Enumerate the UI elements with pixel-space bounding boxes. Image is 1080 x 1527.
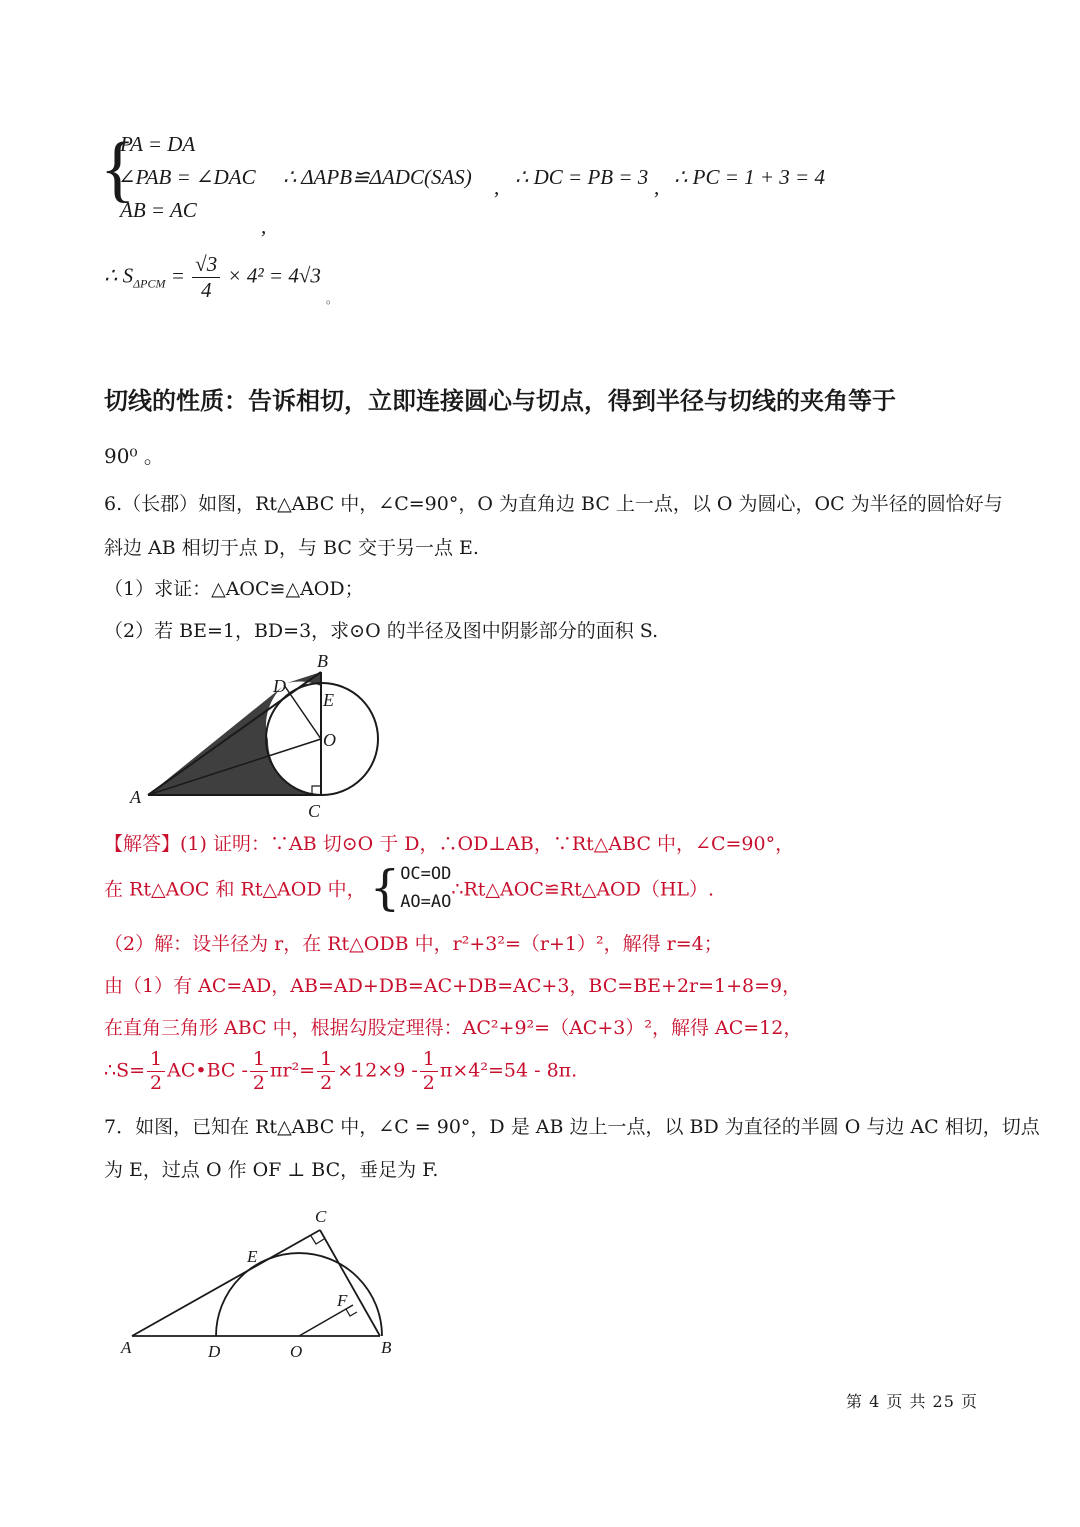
- half-4: [420, 1050, 438, 1093]
- q6-part-1: （1）求证：△AOC≌△AOD；: [104, 578, 364, 600]
- answer-system-2: AO=AO: [400, 892, 452, 912]
- label-c: C: [315, 1207, 327, 1226]
- label-o: O: [290, 1342, 303, 1361]
- section-heading-tail: 90⁰ 。: [104, 444, 164, 468]
- line-ac: [132, 1230, 320, 1336]
- half-3-den: 2: [320, 1072, 333, 1094]
- answer-hl: ∴Rt△AOC≌Rt△AOD（HL）.: [451, 878, 715, 901]
- half-1-num: 1: [147, 1050, 165, 1072]
- end-mark: 。: [326, 292, 339, 306]
- answer-intro: 在 Rt△AOC 和 Rt△AOD 中，: [104, 878, 366, 901]
- area-equals: =: [170, 263, 185, 288]
- half-4-den: 2: [422, 1072, 435, 1094]
- system-line-3: AB = AC: [120, 198, 197, 222]
- area-prefix: ∴ S: [104, 263, 134, 288]
- comma-3: ,: [261, 214, 267, 238]
- half-3: [317, 1050, 335, 1093]
- answer-line-4: 由（1）有 AC=AD，AB=AD+DB=AC+DB=AC+3，BC=BE+2r=1+8=9，: [104, 975, 802, 997]
- area-formula: [104, 254, 321, 301]
- pc-statement: ∴ PC = 1 + 3 = 4: [674, 165, 825, 189]
- label-b: B: [317, 651, 328, 671]
- answer-proof-1: (1) 证明：∵AB 切⊙O 于 D，∴OD⊥AB，∵Rt△ABC 中，∠C=90°，: [180, 833, 795, 855]
- sqrt3-over-4: [192, 254, 220, 301]
- system-brace: {: [100, 128, 136, 210]
- answer-line-3: （2）解：设半径为 r，在 Rt△ODB 中，r²+3²=（r+1）²，解得 r=4；: [104, 933, 723, 955]
- right-angle-c: [311, 1236, 324, 1244]
- label-e: E: [323, 690, 334, 710]
- half-4-num: 1: [420, 1050, 438, 1072]
- half-1-den: 2: [150, 1072, 163, 1094]
- q7-line-2: 为 E，过点 O 作 OF ⊥ BC，垂足为 F.: [104, 1159, 439, 1181]
- area-tail: × 4² = 4√3: [227, 263, 321, 288]
- q6-line-2: 斜边 AB 相切于点 D，与 BC 交于另一点 E.: [104, 537, 479, 559]
- frac-num: √3: [192, 254, 220, 278]
- label-a: A: [130, 787, 141, 807]
- answer-ac-bc: AC•BC -: [167, 1059, 248, 1082]
- label-e: E: [247, 1247, 258, 1266]
- label-o: O: [323, 730, 336, 750]
- frac-den: 4: [200, 278, 212, 302]
- congruence-statement: ∴ ΔAPB≌ΔADC(SAS): [283, 165, 472, 189]
- q6-figure: [120, 645, 400, 825]
- answer-line-5: 在直角三角形 ABC 中，根据勾股定理得：AC²+9²=（AC+3）²，解得 AC=12，: [104, 1017, 803, 1039]
- system-line-2: ∠PAB = ∠DAC: [118, 165, 256, 189]
- answer-line-6: [104, 1050, 577, 1093]
- answer-line-2: [104, 860, 714, 916]
- area-subscript: ΔPCM: [133, 276, 166, 291]
- q6-part-2: （2）若 BE=1，BD=3，求⊙O 的半径及图中阴影部分的面积 S.: [104, 620, 659, 642]
- dc-pb-statement: ∴ DC = PB = 3: [515, 165, 649, 189]
- q6-line-1: 6.（长郡）如图，Rt△ABC 中，∠C=90°，O 为直角边 BC 上一点，以 O 为圆心，OC 为半径的圆恰好与: [104, 493, 1003, 515]
- label-d: D: [273, 676, 286, 696]
- page-footer: 第 4 页 共 25 页: [846, 1392, 978, 1411]
- half-1: [147, 1050, 165, 1093]
- answer-pi-r2: πr²=: [270, 1059, 316, 1082]
- answer-brace: {: [369, 860, 401, 916]
- label-a: A: [121, 1338, 132, 1357]
- system-line-1: PA = DA: [120, 132, 196, 156]
- half-2-num: 1: [250, 1050, 268, 1072]
- answer-system-1: OC=OD: [400, 864, 452, 884]
- half-2-den: 2: [252, 1072, 265, 1094]
- comma-2: ,: [654, 175, 660, 199]
- label-d: D: [208, 1342, 221, 1361]
- q7-line-1: 7．如图，已知在 Rt△ABC 中，∠C = 90°，D 是 AB 边上一点，以 BD 为直径的半圆 O 与边 AC 相切，切点: [104, 1116, 1040, 1138]
- line-od: [284, 685, 321, 739]
- answer-s-eq: ∴S=: [104, 1059, 146, 1082]
- right-angle-f: [346, 1309, 357, 1316]
- q7-figure: [110, 1200, 410, 1365]
- line-cb: [320, 1230, 380, 1336]
- shaded-region: [148, 687, 320, 795]
- answer-12x9: ×12×9 -: [337, 1059, 418, 1082]
- label-f: F: [337, 1291, 348, 1310]
- label-c: C: [308, 801, 321, 821]
- label-b: B: [381, 1338, 392, 1357]
- half-2: [250, 1050, 268, 1093]
- answer-tag: 【解答】: [104, 833, 181, 855]
- half-3-num: 1: [317, 1050, 335, 1072]
- comma-1: ,: [494, 175, 500, 199]
- answer-result: π×4²=54 - 8π.: [439, 1059, 578, 1082]
- section-heading: 切线的性质：告诉相切，立即连接圆心与切点，得到半径与切线的夹角等于: [104, 387, 896, 415]
- answer-system: [400, 860, 451, 916]
- answer-line-1: [104, 829, 794, 856]
